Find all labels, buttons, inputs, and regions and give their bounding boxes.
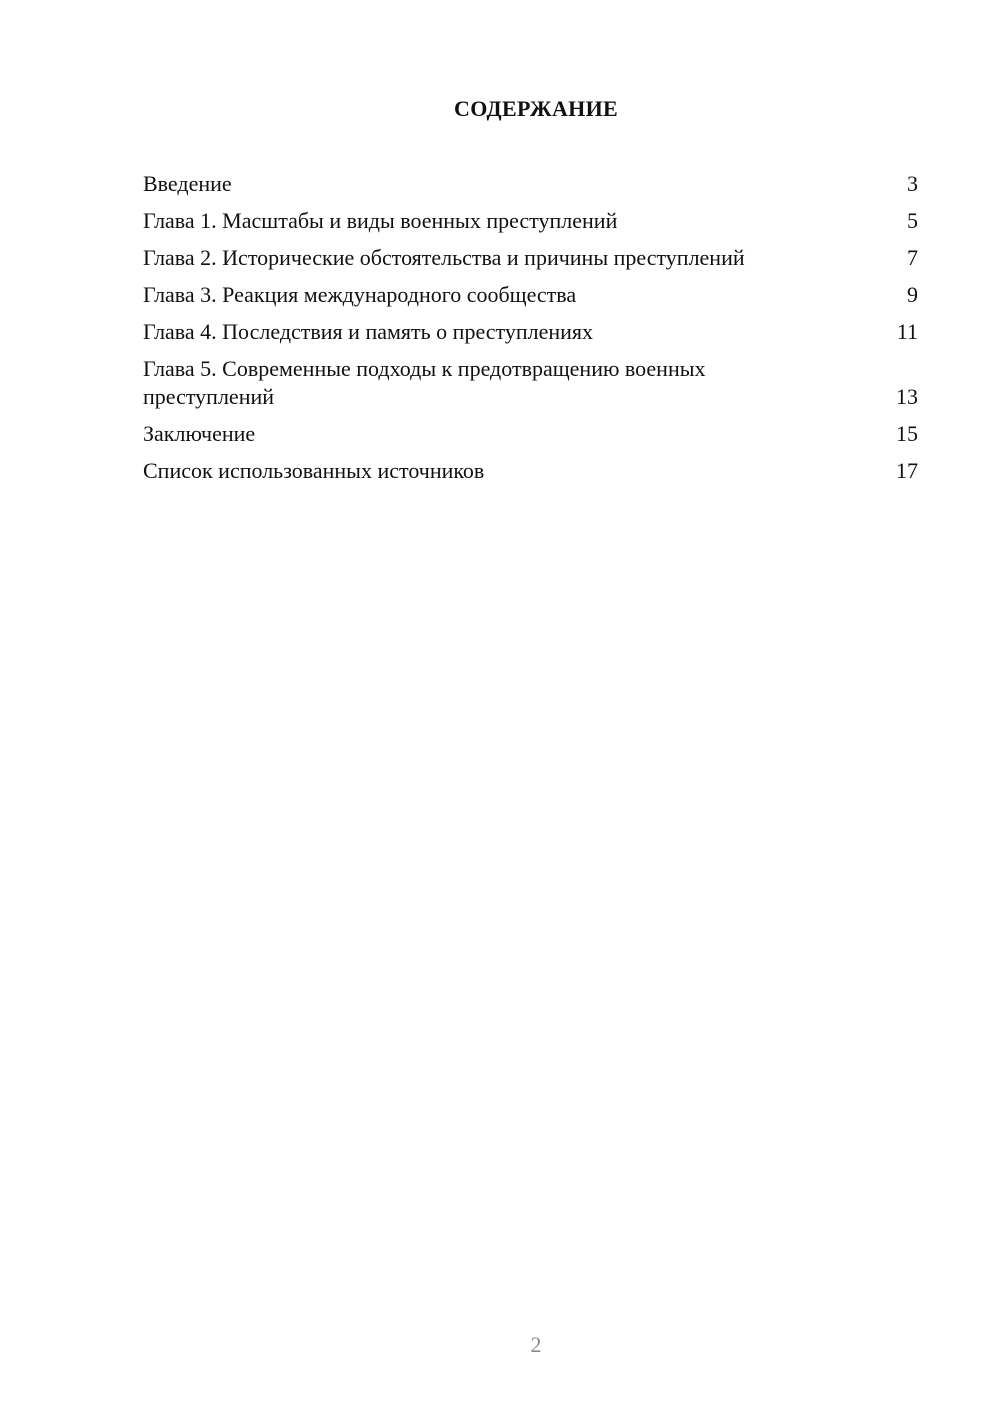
toc-entry-chapter-1[interactable] xyxy=(143,207,918,235)
toc-entry-page: 15 xyxy=(896,421,918,446)
page-title: СОДЕРЖАНИЕ xyxy=(454,96,618,121)
toc-entry-conclusion[interactable] xyxy=(143,420,918,448)
toc-entry-chapter-2[interactable] xyxy=(143,244,918,272)
toc-entry-page: 9 xyxy=(907,282,918,307)
page-number: 2 xyxy=(530,1332,542,1357)
toc-entry-title: Глава 1. Масштабы и виды военных преступлений xyxy=(143,208,618,233)
toc-entry-page: 17 xyxy=(896,458,918,483)
toc-entry-title: Список использованных источников xyxy=(143,458,485,483)
toc-entry-title: Введение xyxy=(143,171,232,196)
toc-entry-page: 13 xyxy=(896,384,918,409)
toc-entry-page: 3 xyxy=(907,171,918,196)
toc-entry-title: Глава 5. Современные подходы к предотвращению военных преступлений xyxy=(143,356,706,409)
toc-entry-title: Заключение xyxy=(143,421,256,446)
toc-entry-page: 5 xyxy=(907,208,918,233)
toc-entry-title: Глава 4. Последствия и память о преступлениях xyxy=(143,319,594,344)
toc-entry-page: 7 xyxy=(907,245,918,270)
toc-entry-title: Глава 3. Реакция международного сообщества xyxy=(143,282,577,307)
toc-entry-chapter-4[interactable] xyxy=(143,318,918,346)
toc-entry-references[interactable] xyxy=(143,457,918,485)
toc-entry-chapter-3[interactable] xyxy=(143,281,918,309)
table-of-contents xyxy=(143,170,918,494)
toc-entry-page: 11 xyxy=(896,319,918,344)
toc-entry-chapter-5[interactable] xyxy=(143,355,918,411)
toc-entry-title: Глава 2. Исторические обстоятельства и причины преступлений xyxy=(143,245,745,270)
toc-entry-introduction[interactable] xyxy=(143,170,918,198)
